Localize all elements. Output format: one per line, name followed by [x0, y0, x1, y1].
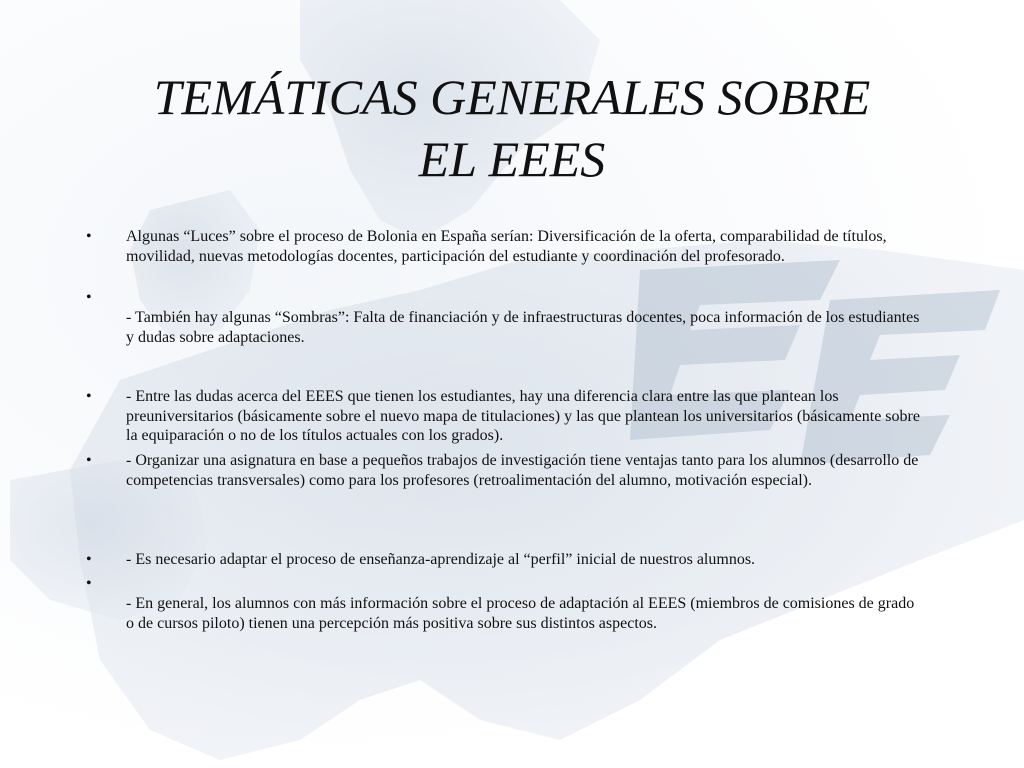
- bullet-marker: •: [86, 452, 92, 469]
- bullet-marker: •: [86, 551, 92, 568]
- bullet-marker: •: [86, 575, 92, 592]
- list-item-continuation: - En general, los alumnos con más información sobre el proceso de adaptación al EEES (miembros de comisiones de grado o de cursos piloto) tienen una percepción más positiva sobre sus distintos aspectos.: [126, 595, 915, 632]
- list-item: - Entre las dudas acerca del EEES que tienen los estudiantes, hay una diferencia clara entre las que plantean los preuniversitarios (básicamente sobre el nuevo mapa de titulaciones) y las que plantean los universitarios (básicamente sobre la equiparación o no de los títulos actuales con los grados).: [126, 388, 920, 444]
- bullet-marker: •: [86, 289, 92, 306]
- bullet-marker: •: [86, 388, 92, 405]
- bullet-marker: •: [86, 228, 92, 245]
- list-item-continuation: - También hay algunas “Sombras”: Falta de financiación y de infraestructuras docentes, poca información de los estudiantes y dudas sobre adaptaciones.: [126, 309, 920, 346]
- slide-title-line-2: EL EEES: [418, 131, 606, 187]
- list-item: - Organizar una asignatura en base a pequeños trabajos de investigación tiene ventajas tanto para los alumnos (desarrollo de competencias transversales) como para los profesores (retroalimentación del alumno, motivación especial).: [126, 452, 919, 489]
- slide-title-line-1: TEMÁTICAS GENERALES SOBRE: [153, 69, 871, 125]
- list-item: - Es necesario adaptar el proceso de enseñanza-aprendizaje al “perfil” inicial de nuestros alumnos.: [126, 551, 756, 568]
- list-item: Algunas “Luces” sobre el proceso de Bolonia en España serían: Diversificación de la oferta, comparabilidad de títulos, movilidad, nuevas metodologías docentes, participación del estudiante y coordinación del profesorado.: [126, 228, 887, 265]
